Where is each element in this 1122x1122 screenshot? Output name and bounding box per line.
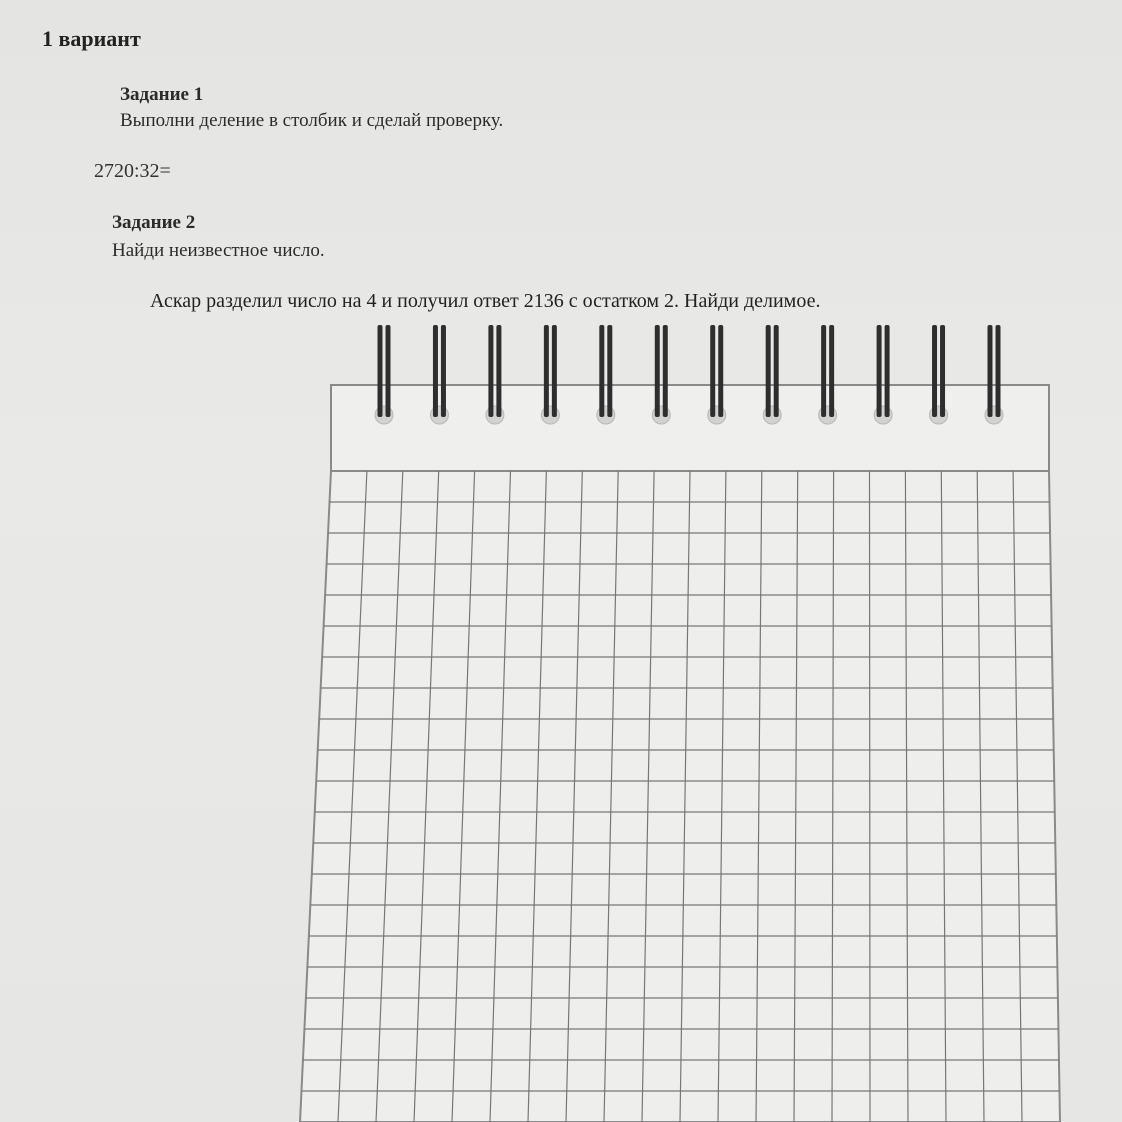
spiral-ring — [930, 325, 948, 424]
spiral-ring — [597, 325, 615, 424]
spiral-ring — [819, 325, 837, 424]
spiral-ring — [486, 325, 504, 424]
spiral-ring — [985, 325, 1003, 424]
spiral-ring — [541, 325, 559, 424]
spiral-ring — [375, 325, 393, 424]
task1-heading: Задание 1 — [120, 84, 204, 105]
spiral-ring — [430, 325, 448, 424]
grid-line-vertical — [870, 471, 871, 1122]
task2-problem: Аскар разделил число на 4 и получил ответ 2136 с остатком 2. Найди делимое. — [150, 290, 821, 312]
task1-expression: 2720:32= — [94, 160, 171, 182]
notebook-grid-page — [300, 471, 1060, 1122]
task2-heading: Задание 2 — [112, 212, 196, 233]
spiral-ring — [708, 325, 726, 424]
spiral-ring — [874, 325, 892, 424]
notebook-page-outline — [300, 471, 1060, 1122]
spiral-ring — [763, 325, 781, 424]
spiral-ring — [652, 325, 670, 424]
task1-instruction: Выполни деление в столбик и сделай проверку. — [120, 110, 504, 131]
variant-title: 1 вариант — [42, 26, 141, 51]
task2-instruction: Найди неизвестное число. — [112, 240, 325, 261]
